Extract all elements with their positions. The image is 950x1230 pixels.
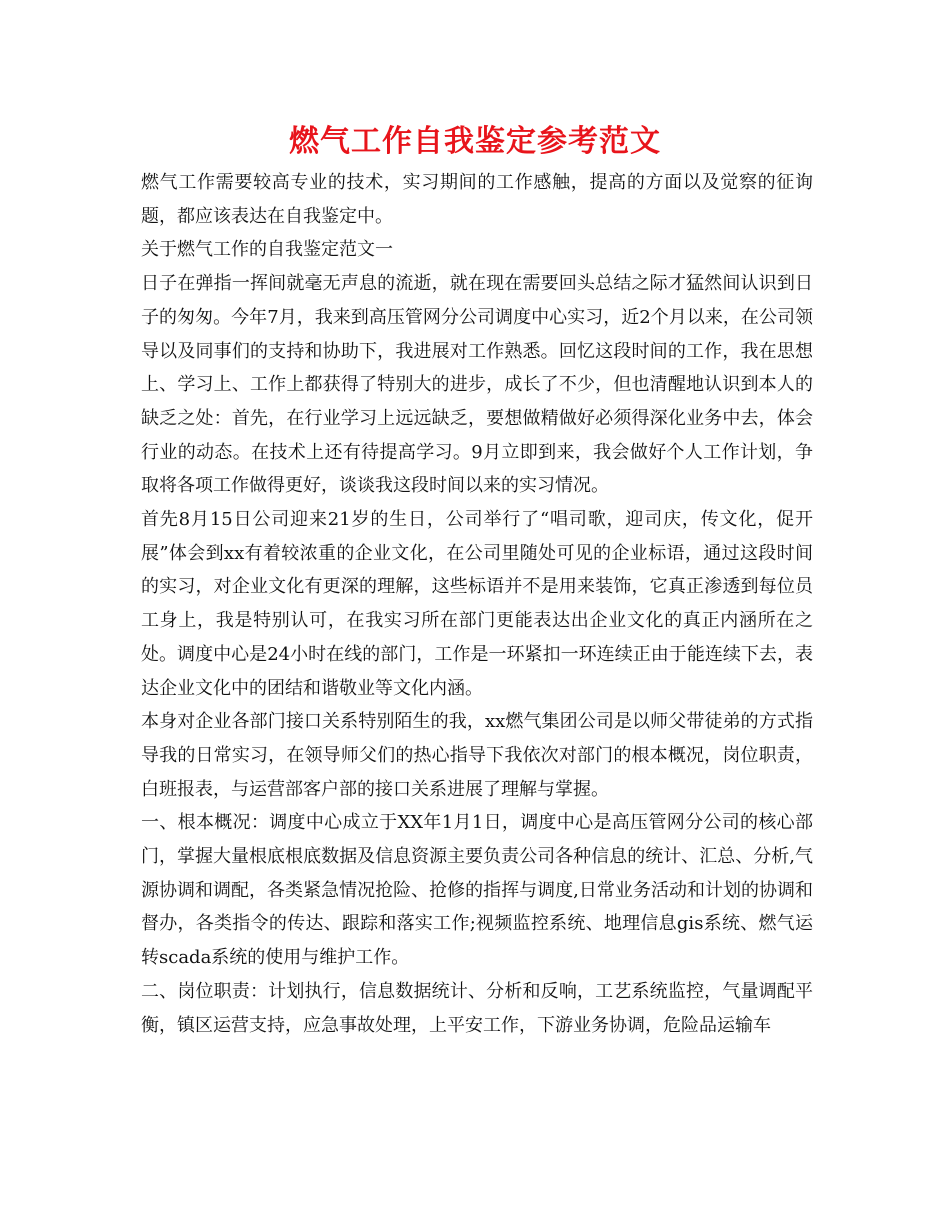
paragraph-company-culture: 首先8月15日公司迎来21岁的生日，公司举行了“唱司歌，迎司庆，传文化，促开展”体会到xx有着较浓重的企业文化，在公司里随处可见的企业标语，通过这段时间的实习，对企业文化有更深的理解，这些标语并不是用来装饰，它真正渗透到每位员工身上，我是特别认可，在我实习所在部门更能表达出企业文化的真正内涵所在之处。调度中心是24小时在线的部门，工作是一环紧扣一环连续正由于能连续下去，表达企业文化中的团结和谐敬业等文化内涵。 xyxy=(141,509,813,699)
paragraph-mentorship: 本身对企业各部门接口关系特别陌生的我，xx燃气集团公司是以师父带徒弟的方式指导我的日常实习，在领导师父们的热心指导下我依次对部门的根本概况，岗位职责，白班报表，与运营部客户部的接口关系进展了理解与掌握。 xyxy=(141,711,813,800)
document-body xyxy=(141,166,813,1042)
paragraph-intro: 燃气工作需要较高专业的技术，实习期间的工作感触，提高的方面以及觉察的征询题，都应该表达在自我鉴定中。 xyxy=(141,172,813,227)
paragraph-section-heading: 关于燃气工作的自我鉴定范文一 xyxy=(141,239,393,261)
paragraph-internship-summary: 日子在弹指一挥间就毫无声息的流逝，就在现在需要回头总结之际才猛然间认识到日子的匆匆。今年7月，我来到高压管网分公司调度中心实习，近2个月以来，在公司领导以及同事们的支持和协助下，我进展对工作熟悉。回忆这段时间的工作，我在思想上、学习上、工作上都获得了特别大的进步，成长了不少，但也清醒地认识到本人的缺乏之处：首先，在行业学习上远远缺乏，要想做精做好必须得深化业务中去，体会行业的动态。在技术上还有待提高学习。9月立即到来，我会做好个人工作计划，争取将各项工作做得更好，谈谈我这段时间以来的实习情况。 xyxy=(141,273,813,497)
paragraph-basic-overview: 一、根本概况：调度中心成立于XX年1月1日，调度中心是高压管网分公司的核心部门，掌握大量根底根底数据及信息资源主要负责公司各种信息的统计、汇总、分析,气源协调和调配，各类紧急情况抢险、抢修的指挥与调度,日常业务活动和计划的协调和督办，各类指令的传达、跟踪和落实工作;视频监控系统、地理信息gis系统、燃气运转scada系统的使用与维护工作。 xyxy=(141,812,813,969)
paragraph-job-duties: 二、岗位职责：计划执行，信息数据统计、分析和反响，工艺系统监控，气量调配平衡，镇区运营支持，应急事故处理，上平安工作，下游业务协调，危险品运输车 xyxy=(141,980,813,1036)
document-title: 燃气工作自我鉴定参考范文 xyxy=(289,124,661,159)
